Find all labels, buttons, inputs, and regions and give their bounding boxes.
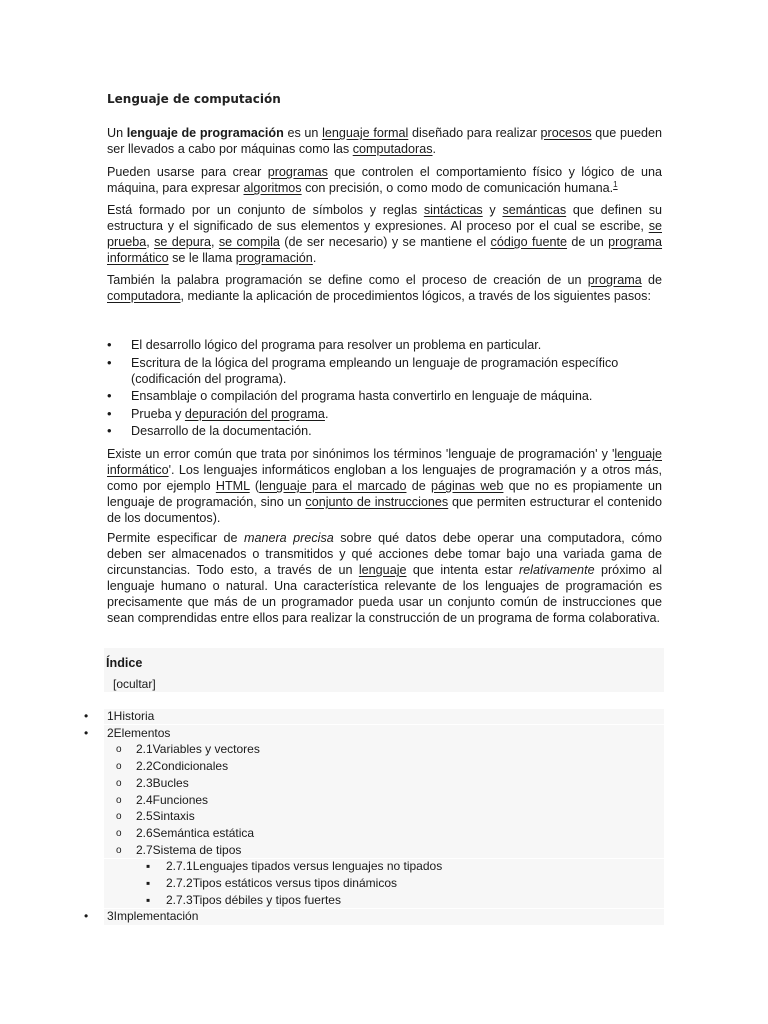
link-lenguaje-para-el-marcado[interactable]: lenguaje para el marcado (259, 479, 407, 493)
toc-bullet-icon: o (116, 777, 122, 789)
document-title: Lenguaje de computación (107, 92, 281, 106)
link-procesos[interactable]: procesos (540, 126, 592, 140)
link-programa-informatico[interactable]: programa informático (107, 235, 663, 265)
paragraph-precision: Permite especificar de manera precisa sobre qué datos debe operar una computadora, cómo deben ser almacenados o transmitidos y qué acciones debe tomar bajo una variada gama de circunstancias. Todo esto, a través de un lenguaje que intenta estar relativamente próximo al lenguaje humano o natural. Una característica relevante de los lenguajes de programación es precisamente que más de un programador pueda usar un conjunto común de instrucciones que sean comprendidas entre ellos para realizar la construcción de un programa de forma colaborativa. (107, 531, 662, 625)
toc-item[interactable]: 2.7.2Tipos estáticos versus tipos dinámicos (166, 876, 397, 890)
paragraph-structure: Está formado por un conjunto de símbolos y reglas sintácticas y semánticas que definen su estructura y el significado de sus elementos y expresiones. Al proceso por el cual se escribe, se prueba, se depura, se compila (de ser necesario) y se mantiene el código fuente de un programa informático se le llama programación. (107, 203, 663, 265)
list-item: • Prueba y depuración del programa. (107, 406, 662, 422)
toc-item[interactable]: 3Implementación (107, 909, 199, 924)
emphasis-manera-precisa: manera precisa (243, 531, 334, 545)
toc-band (104, 709, 664, 725)
link-conjunto-de-instrucciones[interactable]: conjunto de instrucciones (305, 495, 449, 509)
toc-item[interactable]: 2.1Variables y vectores (136, 742, 260, 757)
toc-item[interactable]: 2.7.3Tipos débiles y tipos fuertes (166, 892, 341, 907)
list-item: • Ensamblaje o compilación del programa hasta convertirlo en lenguaje de máquina. (107, 388, 662, 404)
toc-item[interactable]: 2.5Sintaxis (136, 809, 195, 824)
link-se-compila[interactable]: se compila (218, 235, 280, 249)
link-codigo-fuente[interactable]: código fuente (490, 235, 568, 249)
toc-bullet-icon: o (116, 744, 122, 756)
emphasis-relativamente: relativamente (518, 563, 595, 577)
toc-item[interactable]: 2.7.1Lenguajes tipados versus lenguajes no tipados (166, 859, 443, 874)
link-se-prueba[interactable]: se prueba (107, 219, 662, 249)
paragraph-definition: También la palabra programación se define como el proceso de creación de un programa de computadora, mediante la aplicación de procedimientos lógicos, a través de los siguientes pasos: (107, 273, 662, 303)
link-algoritmos[interactable]: algoritmos (243, 181, 302, 195)
list-item: • Escritura de la lógica del programa empleando un lenguaje de programación específico (codificación del programa). (107, 355, 662, 387)
steps-list (107, 337, 662, 441)
link-html[interactable]: HTML (215, 479, 250, 493)
paragraph-common-error: Existe un error común que trata por sinónimos los términos 'lenguaje de programación' y 'lenguaje informático'. Los lenguajes informáticos engloban a los lenguajes de programación y a otros más, como por ejemplo HTML (lenguaje para el marcado de páginas web que no es propiamente un lenguaje de programación, sino un conjunto de instrucciones que permiten estructurar el contenido de los documentos). (107, 447, 663, 525)
toc-bullet-icon: ▪ (146, 876, 151, 890)
link-semanticas[interactable]: semánticas (502, 203, 567, 217)
toc-bullet-icon: o (116, 811, 122, 823)
toc-item[interactable]: 2.3Bucles (136, 775, 189, 790)
toc-item[interactable]: 2.4Funciones (136, 792, 209, 807)
link-lenguaje-formal[interactable]: lenguaje formal (322, 126, 409, 140)
toc-bullet-icon: o (116, 761, 122, 773)
link-programas[interactable]: programas (267, 165, 328, 179)
link-paginas-web[interactable]: páginas web (430, 479, 504, 493)
toc-bullet-icon: ▪ (146, 892, 151, 907)
list-item: • Desarrollo de la documentación. (107, 423, 662, 439)
link-programa[interactable]: programa (587, 273, 642, 287)
link-computadoras[interactable]: computadoras (352, 142, 433, 156)
paragraph-uses: Pueden usarse para crear programas que controlen el comportamiento físico y lógico de una máquina, para expresar algoritmos con precisión, o como modo de comunicación humana.$^1$ (107, 165, 662, 195)
link-computadora[interactable]: computadora (107, 289, 181, 303)
list-item: • El desarrollo lógico del programa para resolver un problema en particular. (107, 337, 662, 353)
toc-heading: Índice (106, 656, 143, 670)
toc-bullet-icon: o (116, 794, 122, 806)
footnote-ref-1[interactable]: 1 (613, 179, 618, 189)
link-lenguaje[interactable]: lenguaje (358, 563, 407, 577)
toc-item[interactable]: 2.6Semántica estática (136, 825, 255, 840)
toc-header (104, 648, 664, 692)
term-lenguaje-de-programacion: lenguaje de programación (126, 126, 284, 140)
toc-bullet-icon: o (116, 827, 122, 839)
toc-bullet-icon: ▪ (146, 859, 151, 874)
link-lenguaje-informatico[interactable]: lenguaje informático (107, 447, 662, 477)
toc-item[interactable]: 1Historia (107, 709, 155, 723)
toc-item[interactable]: 2.2Condicionales (136, 759, 229, 774)
link-sintacticas[interactable]: sintácticas (423, 203, 483, 217)
toc-item[interactable]: 2.7Sistema de tipos (136, 842, 242, 857)
toc-bullet-icon: • (84, 725, 89, 740)
toc-bullet-icon: o (116, 844, 122, 856)
toc-hide-toggle[interactable]: [ocultar] (113, 677, 156, 691)
paragraph-intro: Un lenguaje de programación es un lenguaje formal diseñado para realizar procesos que pueden ser llevados a cabo por máquinas como las computadoras. (107, 126, 662, 156)
toc-item[interactable]: 2Elementos (107, 725, 171, 740)
link-depuracion-del-programa[interactable]: depuración del programa (184, 406, 325, 421)
link-se-depura[interactable]: se depura (154, 235, 211, 249)
toc-bullet-icon: • (84, 709, 89, 723)
toc-bullet-icon: • (84, 909, 89, 924)
link-programacion[interactable]: programación (235, 251, 313, 265)
